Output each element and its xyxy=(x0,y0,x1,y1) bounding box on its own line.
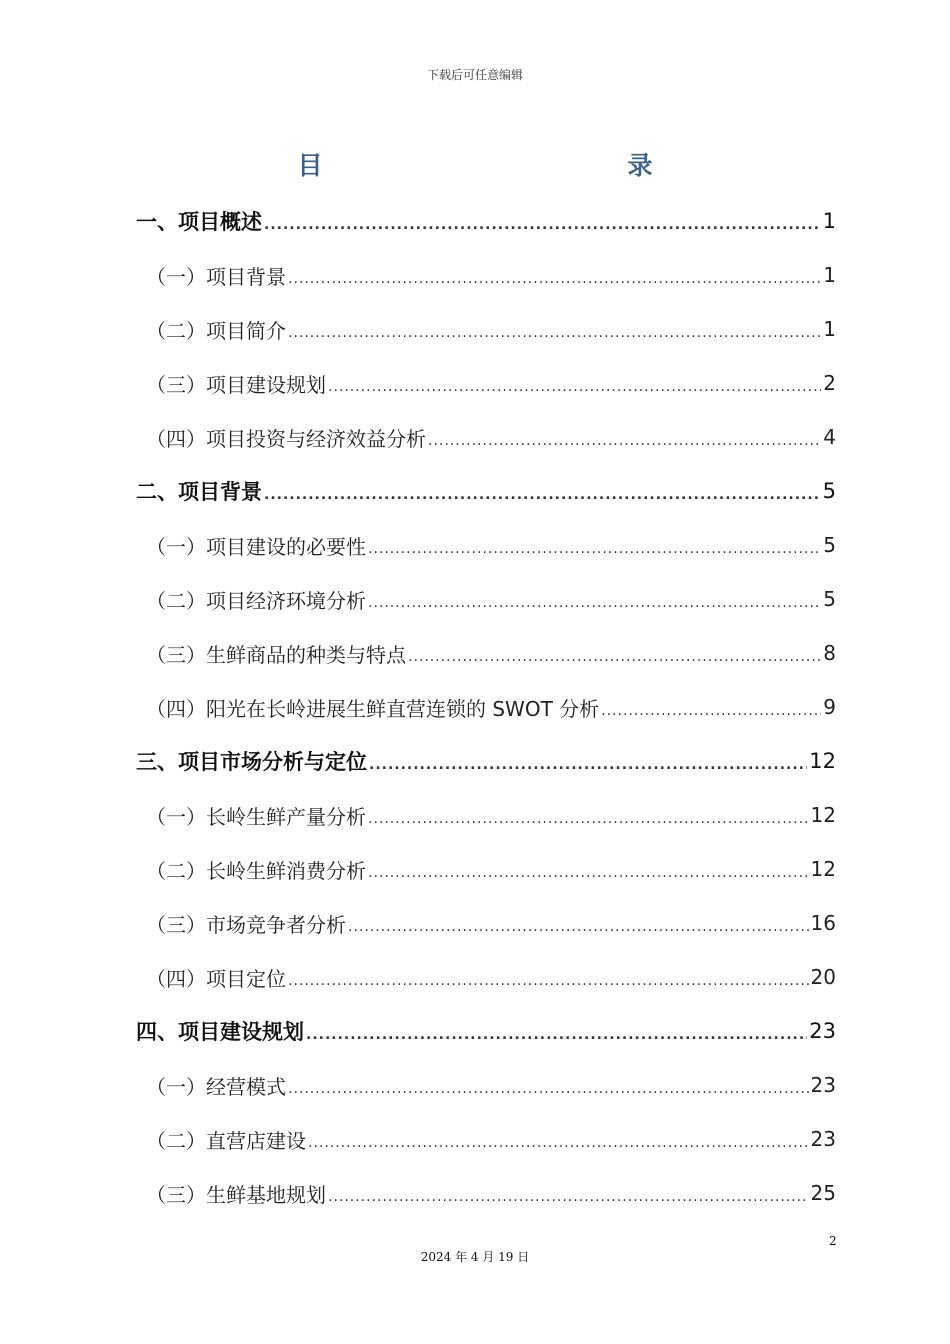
toc-entry-page: 25 xyxy=(810,1181,836,1205)
toc-entry-page: 8 xyxy=(823,641,836,665)
toc-entry-section[interactable] xyxy=(136,1058,836,1112)
toc-entry-page: 20 xyxy=(810,965,836,989)
toc-entry-label: （二）项目经济环境分析 xyxy=(146,588,366,613)
toc-dot-leader xyxy=(328,372,821,394)
toc-dot-leader xyxy=(288,318,821,340)
toc-entry-section[interactable] xyxy=(136,842,836,896)
toc-dot-leader xyxy=(306,1020,807,1042)
toc-dot-leader xyxy=(369,750,807,772)
toc-entry-label: 三、项目市场分析与定位 xyxy=(136,750,367,774)
toc-dot-leader xyxy=(288,966,809,988)
toc-entry-page: 4 xyxy=(823,425,836,449)
toc-dot-leader xyxy=(408,642,821,664)
toc-entry-label: 二、项目背景 xyxy=(136,480,262,504)
toc-entry-label: 一、项目概述 xyxy=(136,210,262,234)
toc-entry-label: （三）市场竞争者分析 xyxy=(146,912,346,937)
toc-entry-chapter[interactable] xyxy=(136,464,836,518)
toc-entry-chapter[interactable] xyxy=(136,1004,836,1058)
toc-entry-section[interactable] xyxy=(136,788,836,842)
toc-entry-page: 5 xyxy=(822,479,836,503)
toc-entry-label: （四）项目投资与经济效益分析 xyxy=(146,426,426,451)
toc-entry-section[interactable] xyxy=(136,248,836,302)
footer-date: 2024 年 4 月 19 日 xyxy=(420,1250,530,1264)
toc-entry-section[interactable] xyxy=(136,518,836,572)
toc-entry-label: （三）项目建设规划 xyxy=(146,372,326,397)
toc-entry-label: （一）经营模式 xyxy=(146,1074,286,1099)
toc-entry-label: （三）生鲜商品的种类与特点 xyxy=(146,642,406,667)
toc-entry-page: 23 xyxy=(810,1073,836,1097)
toc-entry-label: （三）生鲜基地规划 xyxy=(146,1182,326,1207)
table-of-contents xyxy=(136,194,836,1220)
toc-entry-section[interactable] xyxy=(136,410,836,464)
toc-entry-label: （一）项目背景 xyxy=(146,264,286,289)
toc-entry-label: 四、项目建设规划 xyxy=(136,1020,304,1044)
toc-dot-leader xyxy=(368,804,809,826)
toc-entry-page: 12 xyxy=(810,857,836,881)
toc-entry-label: （二）长岭生鲜消费分析 xyxy=(146,858,366,883)
toc-dot-leader xyxy=(428,426,821,448)
toc-dot-leader xyxy=(264,480,821,502)
toc-dot-leader xyxy=(368,858,809,880)
toc-dot-leader xyxy=(601,696,821,718)
toc-entry-page: 2 xyxy=(823,371,836,395)
toc-entry-page: 5 xyxy=(823,587,836,611)
toc-entry-page: 5 xyxy=(823,533,836,557)
toc-dot-leader xyxy=(368,588,821,610)
toc-dot-leader xyxy=(264,210,821,232)
toc-entry-section[interactable] xyxy=(136,896,836,950)
toc-entry-section[interactable] xyxy=(136,1166,836,1220)
toc-dot-leader xyxy=(288,264,821,286)
toc-entry-label: （二）直营店建设 xyxy=(146,1128,306,1153)
toc-entry-label: （一）项目建设的必要性 xyxy=(146,534,366,559)
toc-dot-leader xyxy=(328,1182,809,1204)
toc-dot-leader xyxy=(368,534,821,556)
toc-entry-label: （二）项目简介 xyxy=(146,318,286,343)
toc-entry-page: 9 xyxy=(823,695,836,719)
toc-entry-section[interactable] xyxy=(136,302,836,356)
toc-dot-leader xyxy=(288,1074,809,1096)
toc-entry-section[interactable] xyxy=(136,1112,836,1166)
toc-title: 目 录 xyxy=(297,151,738,180)
toc-entry-chapter[interactable] xyxy=(136,734,836,788)
toc-entry-page: 1 xyxy=(823,317,836,341)
toc-entry-section[interactable] xyxy=(136,572,836,626)
toc-entry-page: 16 xyxy=(810,911,836,935)
toc-entry-page: 1 xyxy=(823,263,836,287)
toc-entry-section[interactable] xyxy=(136,950,836,1004)
toc-entry-label: （四）阳光在长岭进展生鲜直营连锁的 SWOT 分析 xyxy=(146,696,600,721)
toc-entry-page: 12 xyxy=(810,803,836,827)
header-note: 下载后可任意编辑 xyxy=(426,68,523,82)
toc-dot-leader xyxy=(308,1128,809,1150)
toc-entry-page: 12 xyxy=(809,749,836,773)
toc-entry-section[interactable] xyxy=(136,626,836,680)
page-number: 2 xyxy=(829,1234,837,1248)
toc-dot-leader xyxy=(348,912,809,934)
toc-entry-label: （四）项目定位 xyxy=(146,966,286,991)
toc-entry-chapter[interactable] xyxy=(136,194,836,248)
toc-entry-page: 23 xyxy=(810,1127,836,1151)
toc-entry-section[interactable] xyxy=(136,356,836,410)
toc-entry-section[interactable] xyxy=(136,680,836,734)
toc-entry-page: 1 xyxy=(822,209,836,233)
toc-entry-label: （一）长岭生鲜产量分析 xyxy=(146,804,366,829)
toc-entry-page: 23 xyxy=(809,1019,836,1043)
